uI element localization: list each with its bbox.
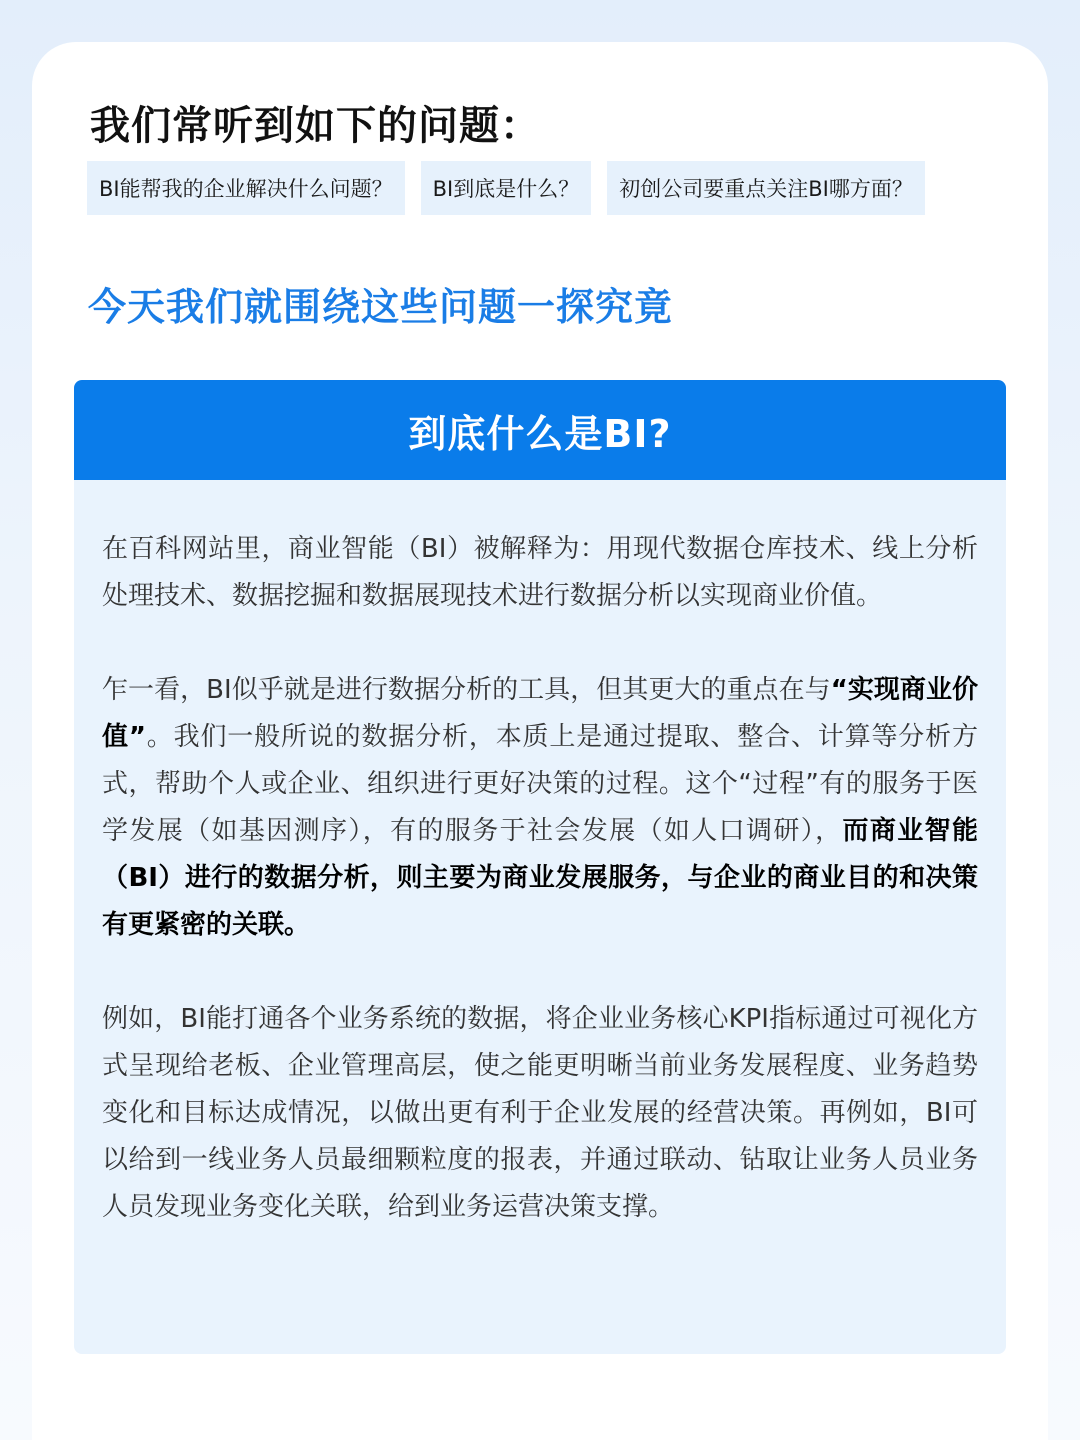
content-card	[32, 42, 1048, 1440]
question-chip-2[interactable]: BI到底是什么？	[421, 161, 592, 215]
paragraph-definition: 在百科网站里，商业智能（BI）被解释为：用现代数据仓库技术、线上分析处理技术、数据挖掘和数据展现技术进行数据分析以实现商业价值。	[102, 534, 978, 611]
paragraph-explanation	[102, 667, 978, 949]
question-chips	[87, 161, 925, 215]
panel-title: 到底什么是BI?	[74, 380, 1006, 480]
question-chip-1[interactable]: BI能帮我的企业解决什么问题？	[87, 161, 405, 215]
paragraph-explanation-emphasis-2: 而商业智能（BI）进行的数据分析，则主要为商业发展服务，与企业的商业目的和决策有更紧密的关联。	[102, 816, 978, 940]
paragraph-explanation-part-1: 乍一看，BI似乎就是进行数据分析的工具，但其更大的重点在与	[102, 675, 831, 705]
paragraph-examples: 例如，BI能打通各个业务系统的数据，将企业业务核心KPI指标通过可视化方式呈现给老板、企业管理高层，使之能更明晰当前业务发展程度、业务趋势变化和目标达成情况，以做出更有利于企业发展的经营决策。再例如，BI可以给到一线业务人员最细颗粒度的报表，并通过联动、钻取让业务人员业务人员发现业务变化关联，给到业务运营决策支撑。	[102, 1004, 978, 1222]
paragraph-explanation-emphasis-1: “实现商业价值”	[102, 675, 978, 752]
page-title: 我们常听到如下的问题：	[90, 103, 541, 149]
paragraph-explanation-part-2: 。我们一般所说的数据分析，本质上是通过提取、整合、计算等分析方式，帮助个人或企业、组织进行更好决策的过程。这个“过程”有的服务于医学发展（如基因测序），有的服务于社会发展（如人口调研），	[102, 722, 978, 846]
panel-body	[74, 480, 1006, 1231]
bi-definition-panel	[74, 380, 1006, 1354]
question-chip-3[interactable]: 初创公司要重点关注BI哪方面？	[607, 161, 925, 215]
section-subtitle: 今天我们就围绕这些问题一探究竟	[88, 285, 674, 329]
